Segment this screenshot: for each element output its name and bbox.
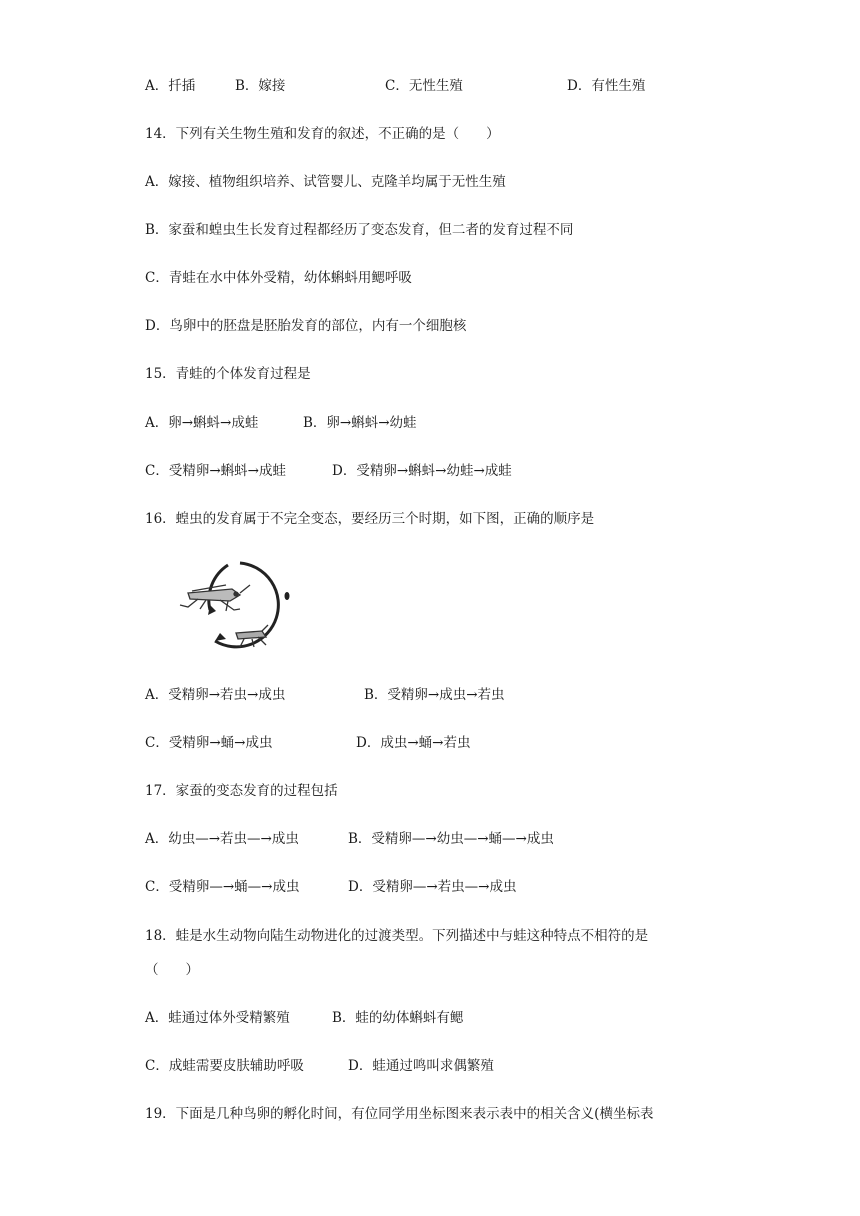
option-d: D．鸟卵中的胚盘是胚胎发育的部位，内有一个细胞核 [145, 318, 467, 334]
option-d: D．有性生殖 [567, 78, 646, 94]
question-stem: 18．蛙是水生动物向陆生动物进化的过渡类型。下列描述中与蛙这种特点不相符的是 [145, 928, 649, 944]
option-a: A．卵→蝌蚪→成蛙 [145, 415, 259, 431]
option-a: A．嫁接、植物组织培养、试管婴儿、克隆羊均属于无性生殖 [145, 174, 506, 190]
option-a: A．蛙通过体外受精繁殖 [145, 1010, 290, 1026]
question-stem: 16．蝗虫的发育属于不完全变态，要经历三个时期，如下图，正确的顺序是 [145, 511, 595, 527]
option-b: B．蛙的幼体蝌蚪有鳃 [332, 1010, 464, 1026]
option-b: B．嫁接 [235, 78, 286, 94]
question-stem: 14．下列有关生物生殖和发育的叙述，不正确的是（ ） [145, 126, 500, 142]
option-d: D．成虫→蛹→若虫 [356, 735, 471, 751]
question-stem: 17．家蚕的变态发育的过程包括 [145, 783, 338, 799]
option-c: C．受精卵→蝌蚪→成蛙 [145, 463, 286, 479]
option-c: C．成蛙需要皮肤辅助呼吸 [145, 1058, 304, 1074]
option-c: C．青蛙在水中体外受精，幼体蝌蚪用鳃呼吸 [145, 270, 412, 286]
option-d: D．蛙通过鸣叫求偶繁殖 [348, 1058, 494, 1074]
adult-locust-icon [180, 585, 250, 611]
option-c: C．受精卵—→蛹—→成虫 [145, 879, 300, 895]
question-stem: 19．下面是几种鸟卵的孵化时间，有位同学用坐标图来表示表中的相关含义(横坐标表 [145, 1106, 654, 1122]
option-b: B．家蚕和蝗虫生长发育过程都经历了变态发育，但二者的发育过程不同 [145, 222, 574, 238]
option-b: B．卵→蝌蚪→幼蛙 [303, 415, 417, 431]
question-stem: 15．青蛙的个体发育过程是 [145, 366, 311, 382]
option-d: D．受精卵—→若虫—→成虫 [348, 879, 517, 895]
option-a: A．扦插 [145, 78, 196, 94]
option-d: D．受精卵→蝌蚪→幼蛙→成蛙 [332, 463, 512, 479]
option-c: C．受精卵→蛹→成虫 [145, 735, 273, 751]
locust-life-cycle-figure [170, 555, 300, 655]
option-c: C．无性生殖 [385, 78, 463, 94]
option-a: A．受精卵→若虫→成虫 [145, 687, 286, 703]
option-b: B．受精卵—→幼虫—→蛹—→成虫 [348, 831, 554, 847]
option-a: A．幼虫—→若虫—→成虫 [145, 831, 299, 847]
option-b: B．受精卵→成虫→若虫 [364, 687, 505, 703]
answer-blank: （ ） [145, 962, 199, 978]
